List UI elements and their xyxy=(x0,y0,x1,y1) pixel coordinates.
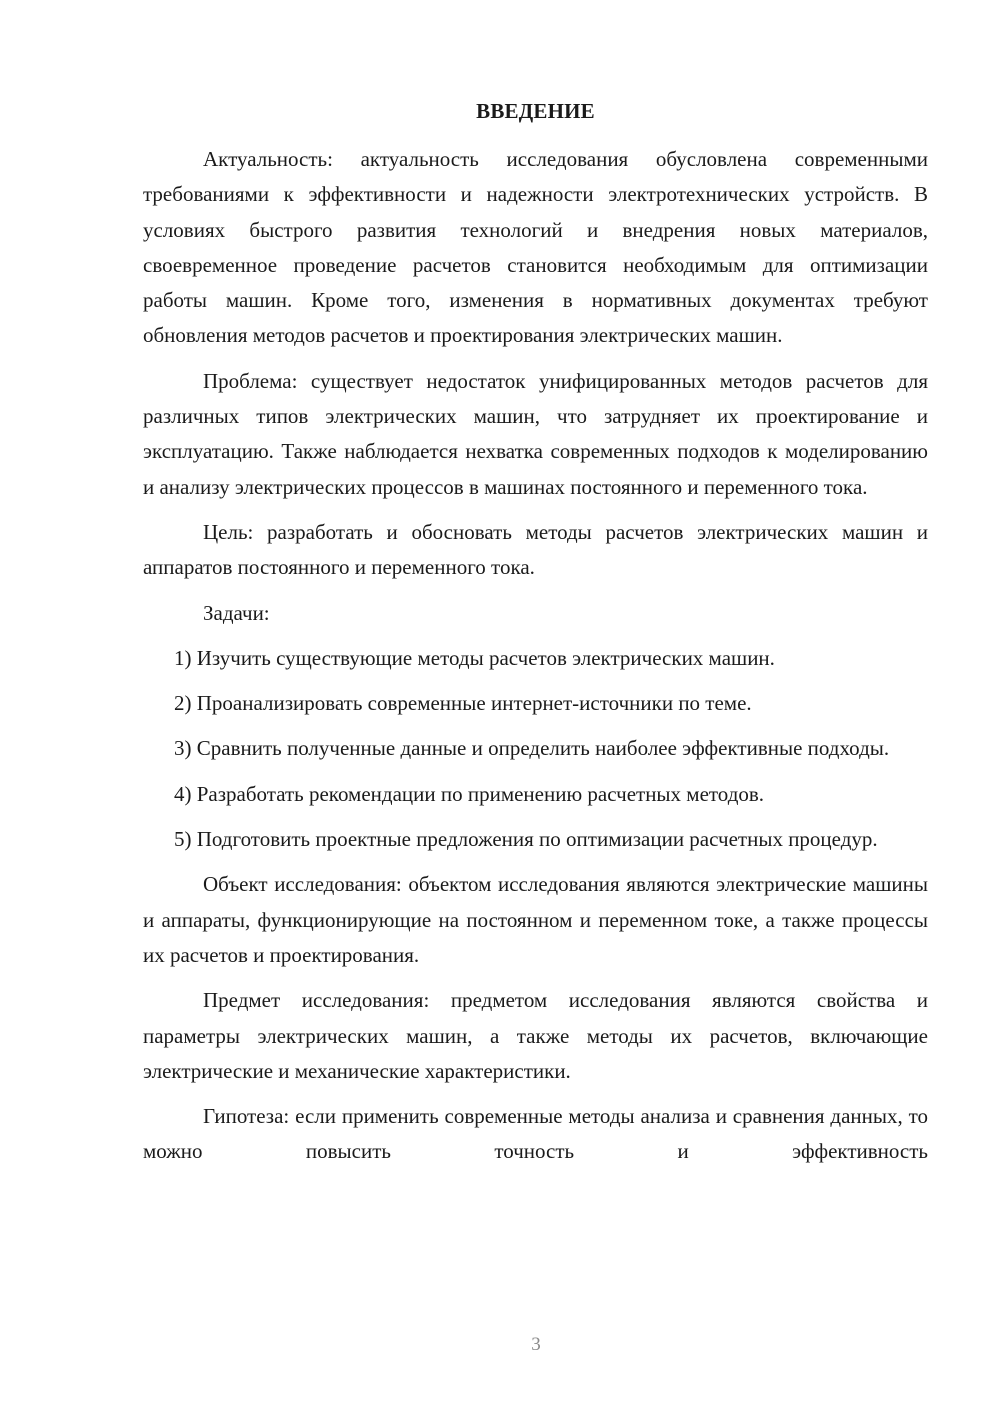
page-number: 3 xyxy=(531,1334,541,1355)
task-item-3: 3) Сравнить полученные данные и определить наиболее эффективные подходы. xyxy=(174,736,890,761)
paragraph-relevance: Актуальность: актуальность исследования обусловлена современными требованиями к эффективности и надежности электротехнических устройств. В условиях быстрого развития технологий и внедрения новых материалов, своевременное проведение расчетов становится необходимым для оптимизации работы машин. Кроме того, изменения в нормативных документах требуют обновления методов расчетов и проектирования электрических машин. xyxy=(143,147,928,348)
tasks-heading: Задачи: xyxy=(203,600,270,625)
body-text xyxy=(143,142,928,1180)
paragraph-problem: Проблема: существует недостаток унифицированных методов расчетов для различных типов электрических машин, что затрудняет их проектирование и эксплуатацию. Также наблюдается нехватка современных подходов к моделированию и анализу электрических процессов в машинах постоянного и переменного тока. xyxy=(143,368,928,499)
paragraph-goal: Цель: разработать и обосновать методы расчетов электрических машин и аппаратов постоянного и переменного тока. xyxy=(143,519,928,580)
paragraph-hypothesis: Гипотеза: если применить современные методы анализа и сравнения данных, то можно повысить точность и эффективность xyxy=(143,1104,928,1164)
section-title: ВВЕДЕНИЕ xyxy=(476,99,595,123)
paragraph-subject: Предмет исследования: предметом исследования являются свойства и параметры электрических машин, а также методы их расчетов, включающие электрические и механические характеристики. xyxy=(143,988,928,1083)
task-item-2: 2) Проанализировать современные интернет-источники по теме. xyxy=(174,691,752,716)
task-item-4: 4) Разработать рекомендации по применению расчетных методов. xyxy=(174,781,765,806)
paragraph-object: Объект исследования: объектом исследования являются электрические машины и аппараты, функционирующие на постоянном и переменном токе, а также процессы их расчетов и проектирования. xyxy=(143,872,928,967)
task-item-5: 5) Подготовить проектные предложения по оптимизации расчетных процедур. xyxy=(174,827,878,852)
task-item-1: 1) Изучить существующие методы расчетов электрических машин. xyxy=(174,645,775,670)
